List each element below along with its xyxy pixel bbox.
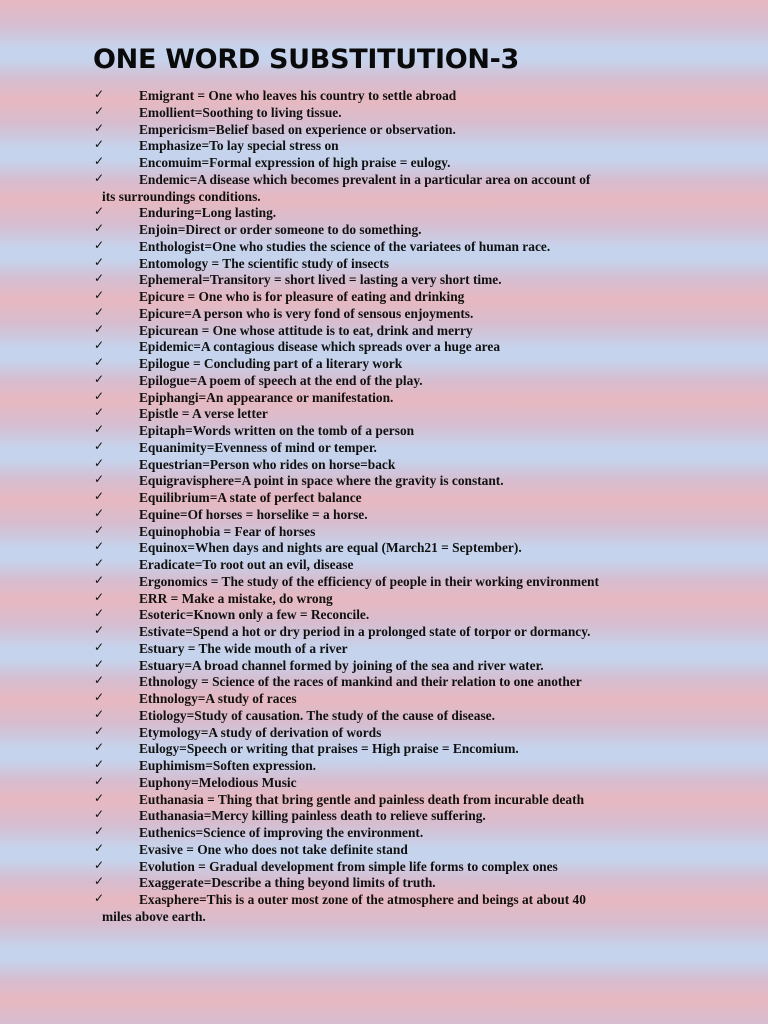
- list-item: [94, 122, 674, 139]
- list-item-text: Estuary=A broad channel formed by joining of the sea and river water.: [139, 657, 544, 673]
- list-item-text: Estuary = The wide mouth of a river: [139, 640, 348, 656]
- list-item-text: ERR = Make a mistake, do wrong: [139, 590, 333, 606]
- list-item: [94, 88, 674, 105]
- list-item: [94, 591, 674, 608]
- list-item-text: Eulogy=Speech or writing that praises = High praise = Encomium.: [139, 741, 519, 757]
- list-item-text: Equestrian=Person who rides on horse=back: [139, 456, 396, 472]
- list-item: [94, 423, 674, 440]
- list-item: [94, 674, 674, 691]
- check-mark-icon: ✓: [94, 606, 105, 621]
- list-item-text: Endemic=A disease which becomes prevalent in a particular area on account of: [139, 171, 591, 187]
- list-item-text: Etymology=A study of derivation of words: [139, 724, 382, 740]
- list-item: [94, 691, 674, 708]
- check-mark-icon: ✓: [94, 757, 105, 771]
- list-item: [94, 356, 674, 373]
- check-mark-icon: ✓: [94, 271, 105, 286]
- check-mark-icon: ✓: [94, 338, 105, 353]
- list-item: [94, 440, 674, 457]
- check-mark-icon: ✓: [94, 103, 105, 118]
- list-item: [94, 490, 674, 507]
- list-item: [94, 574, 674, 591]
- check-mark-icon: ✓: [94, 623, 105, 637]
- list-item: [94, 323, 674, 340]
- check-mark-icon: ✓: [94, 874, 105, 889]
- list-item-text: Epiphangi=An appearance or manifestation.: [139, 389, 394, 405]
- list-item-text: Euphimism=Soften expression.: [139, 758, 317, 773]
- list-item-text: Evolution = Gradual development from simple life forms to complex ones: [139, 858, 558, 874]
- list-item-text: Euthenics=Science of improving the environment.: [139, 825, 424, 840]
- list-item: [94, 390, 674, 407]
- check-mark-icon: ✓: [94, 87, 105, 101]
- list-item-text: Epicure=A person who is very fond of sensous enjoyments.: [139, 305, 474, 321]
- list-item-text: Equinophobia = Fear of horses: [139, 523, 316, 539]
- list-item: [94, 507, 674, 524]
- check-mark-icon: ✓: [94, 773, 105, 788]
- list-item-text: Enjoin=Direct or order someone to do something.: [139, 222, 422, 237]
- list-item-text: Etiology=Study of causation. The study of the cause of disease.: [139, 707, 495, 723]
- list-item: [94, 457, 674, 474]
- list-item: [94, 105, 674, 122]
- list-item-text: Ethnology=A study of races: [139, 691, 297, 706]
- list-item-text: Epistle = A verse letter: [139, 406, 268, 422]
- list-item: [94, 138, 674, 155]
- list-item-text: Exasphere=This is a outer most zone of the atmosphere and beings at about 40: [139, 892, 586, 907]
- list-item-continuation: its surroundings conditions.: [102, 188, 261, 204]
- check-mark-icon: ✓: [94, 840, 105, 855]
- check-mark-icon: ✓: [94, 656, 105, 671]
- list-item: [94, 339, 674, 356]
- list-item: [94, 792, 674, 809]
- list-item-text: Emollient=Soothing to living tissue.: [139, 104, 342, 120]
- list-item-text: Epidemic=A contagious disease which spreads over a huge area: [139, 339, 501, 355]
- check-mark-icon: ✓: [94, 120, 105, 135]
- list-item: [94, 540, 674, 557]
- list-item: [94, 306, 674, 323]
- check-mark-icon: ✓: [94, 589, 105, 604]
- list-item: [94, 741, 674, 758]
- list-item: [94, 406, 674, 423]
- list-item-text: Equilibrium=A state of perfect balance: [139, 490, 362, 505]
- list-item: [94, 172, 674, 206]
- list-item: [94, 624, 674, 641]
- list-item-text: Estivate=Spend a hot or dry period in a prolonged state of torpor or dormancy.: [139, 624, 591, 639]
- list-item: [94, 256, 674, 273]
- check-mark-icon: ✓: [94, 556, 105, 570]
- list-item-text: Equanimity=Evenness of mind or temper.: [139, 439, 377, 455]
- list-item-text: Epilogue=A poem of speech at the end of the play.: [139, 372, 423, 388]
- check-mark-icon: ✓: [94, 706, 105, 721]
- list-item-text: Epicurean = One whose attitude is to eat, drink and merry: [139, 322, 473, 338]
- list-item-text: Euphony=Melodious Music: [139, 774, 297, 790]
- list-item-text: Enduring=Long lasting.: [139, 205, 277, 221]
- list-item-continuation: miles above earth.: [102, 908, 206, 924]
- list-item-text: Esoteric=Known only a few = Reconcile.: [139, 607, 370, 623]
- list-item: [94, 155, 674, 172]
- check-mark-icon: ✓: [94, 438, 105, 453]
- word-list: [94, 88, 674, 926]
- list-item: [94, 842, 674, 859]
- check-mark-icon: ✓: [94, 505, 105, 520]
- list-item: [94, 859, 674, 876]
- check-mark-icon: ✓: [94, 790, 105, 805]
- check-mark-icon: ✓: [94, 254, 105, 269]
- list-item-text: Emigrant = One who leaves his country to settle abroad: [139, 88, 457, 103]
- list-item-text: Equinox=When days and nights are equal (March21 = September).: [139, 540, 522, 556]
- list-item-text: Epitaph=Words written on the tomb of a person: [139, 423, 415, 438]
- list-item-text: Equigravisphere=A point in space where the gravity is constant.: [139, 473, 504, 489]
- list-item-text: Euthanasia = Thing that bring gentle and painless death from incurable death: [139, 791, 585, 807]
- check-mark-icon: ✓: [94, 405, 105, 420]
- check-mark-icon: ✓: [94, 288, 105, 302]
- list-item-text: Eradicate=To root out an evil, disease: [139, 557, 354, 572]
- check-mark-icon: ✓: [94, 204, 105, 219]
- list-item: [94, 473, 674, 490]
- check-mark-icon: ✓: [94, 221, 105, 235]
- check-mark-icon: ✓: [94, 807, 105, 822]
- page-title: ONE WORD SUBSTITUTION-3: [93, 44, 520, 75]
- list-item-text: Evasive = One who does not take definite stand: [139, 841, 408, 857]
- check-mark-icon: ✓: [94, 137, 105, 152]
- list-item: [94, 825, 674, 842]
- check-mark-icon: ✓: [94, 321, 105, 336]
- check-mark-icon: ✓: [94, 572, 105, 587]
- check-mark-icon: ✓: [94, 304, 105, 319]
- check-mark-icon: ✓: [94, 371, 105, 386]
- list-item-text: Epilogue = Concluding part of a literary work: [139, 356, 403, 371]
- check-mark-icon: ✓: [94, 891, 105, 905]
- check-mark-icon: ✓: [94, 690, 105, 704]
- check-mark-icon: ✓: [94, 154, 105, 168]
- check-mark-icon: ✓: [94, 723, 105, 738]
- list-item: [94, 641, 674, 658]
- list-item-text: Exaggerate=Describe a thing beyond limits of truth.: [139, 875, 436, 891]
- list-item: [94, 272, 674, 289]
- check-mark-icon: ✓: [94, 639, 105, 654]
- check-mark-icon: ✓: [94, 455, 105, 470]
- check-mark-icon: ✓: [94, 824, 105, 838]
- list-item-text: Equine=Of horses = horselike = a horse.: [139, 506, 368, 522]
- list-item-text: Enthologist=One who studies the science of the variatees of human race.: [139, 238, 551, 254]
- list-item: [94, 775, 674, 792]
- check-mark-icon: ✓: [94, 355, 105, 369]
- list-item: [94, 373, 674, 390]
- list-item: [94, 524, 674, 541]
- check-mark-icon: ✓: [94, 489, 105, 503]
- list-item: [94, 725, 674, 742]
- check-mark-icon: ✓: [94, 170, 105, 185]
- list-item: [94, 892, 674, 926]
- check-mark-icon: ✓: [94, 237, 105, 252]
- list-item-text: Encomuim=Formal expression of high praise = eulogy.: [139, 155, 451, 170]
- list-item-text: Entomology = The scientific study of insects: [139, 255, 389, 271]
- list-item: [94, 658, 674, 675]
- check-mark-icon: ✓: [94, 857, 105, 872]
- check-mark-icon: ✓: [94, 673, 105, 688]
- list-item: [94, 289, 674, 306]
- list-item-text: Euthanasia=Mercy killing painless death to relieve suffering.: [139, 808, 486, 824]
- list-item-text: Ergonomics = The study of the efficiency of people in their working environment: [139, 573, 599, 589]
- check-mark-icon: ✓: [94, 522, 105, 537]
- list-item-text: Epicure = One who is for pleasure of eating and drinking: [139, 289, 465, 304]
- check-mark-icon: ✓: [94, 422, 105, 436]
- list-item-text: Ephemeral=Transitory = short lived = lasting a very short time.: [139, 272, 502, 288]
- list-item: [94, 758, 674, 775]
- list-item-text: Empericism=Belief based on experience or observation.: [139, 121, 456, 137]
- list-item: [94, 205, 674, 222]
- list-item-text: Emphasize=To lay special stress on: [139, 138, 339, 154]
- list-item: [94, 875, 674, 892]
- list-item-text: Ethnology = Science of the races of mankind and their relation to one another: [139, 674, 582, 690]
- check-mark-icon: ✓: [94, 539, 105, 554]
- list-item: [94, 557, 674, 574]
- list-item: [94, 708, 674, 725]
- check-mark-icon: ✓: [94, 472, 105, 487]
- list-item: [94, 222, 674, 239]
- list-item: [94, 239, 674, 256]
- list-item: [94, 808, 674, 825]
- list-item: [94, 607, 674, 624]
- check-mark-icon: ✓: [94, 740, 105, 755]
- check-mark-icon: ✓: [94, 388, 105, 403]
